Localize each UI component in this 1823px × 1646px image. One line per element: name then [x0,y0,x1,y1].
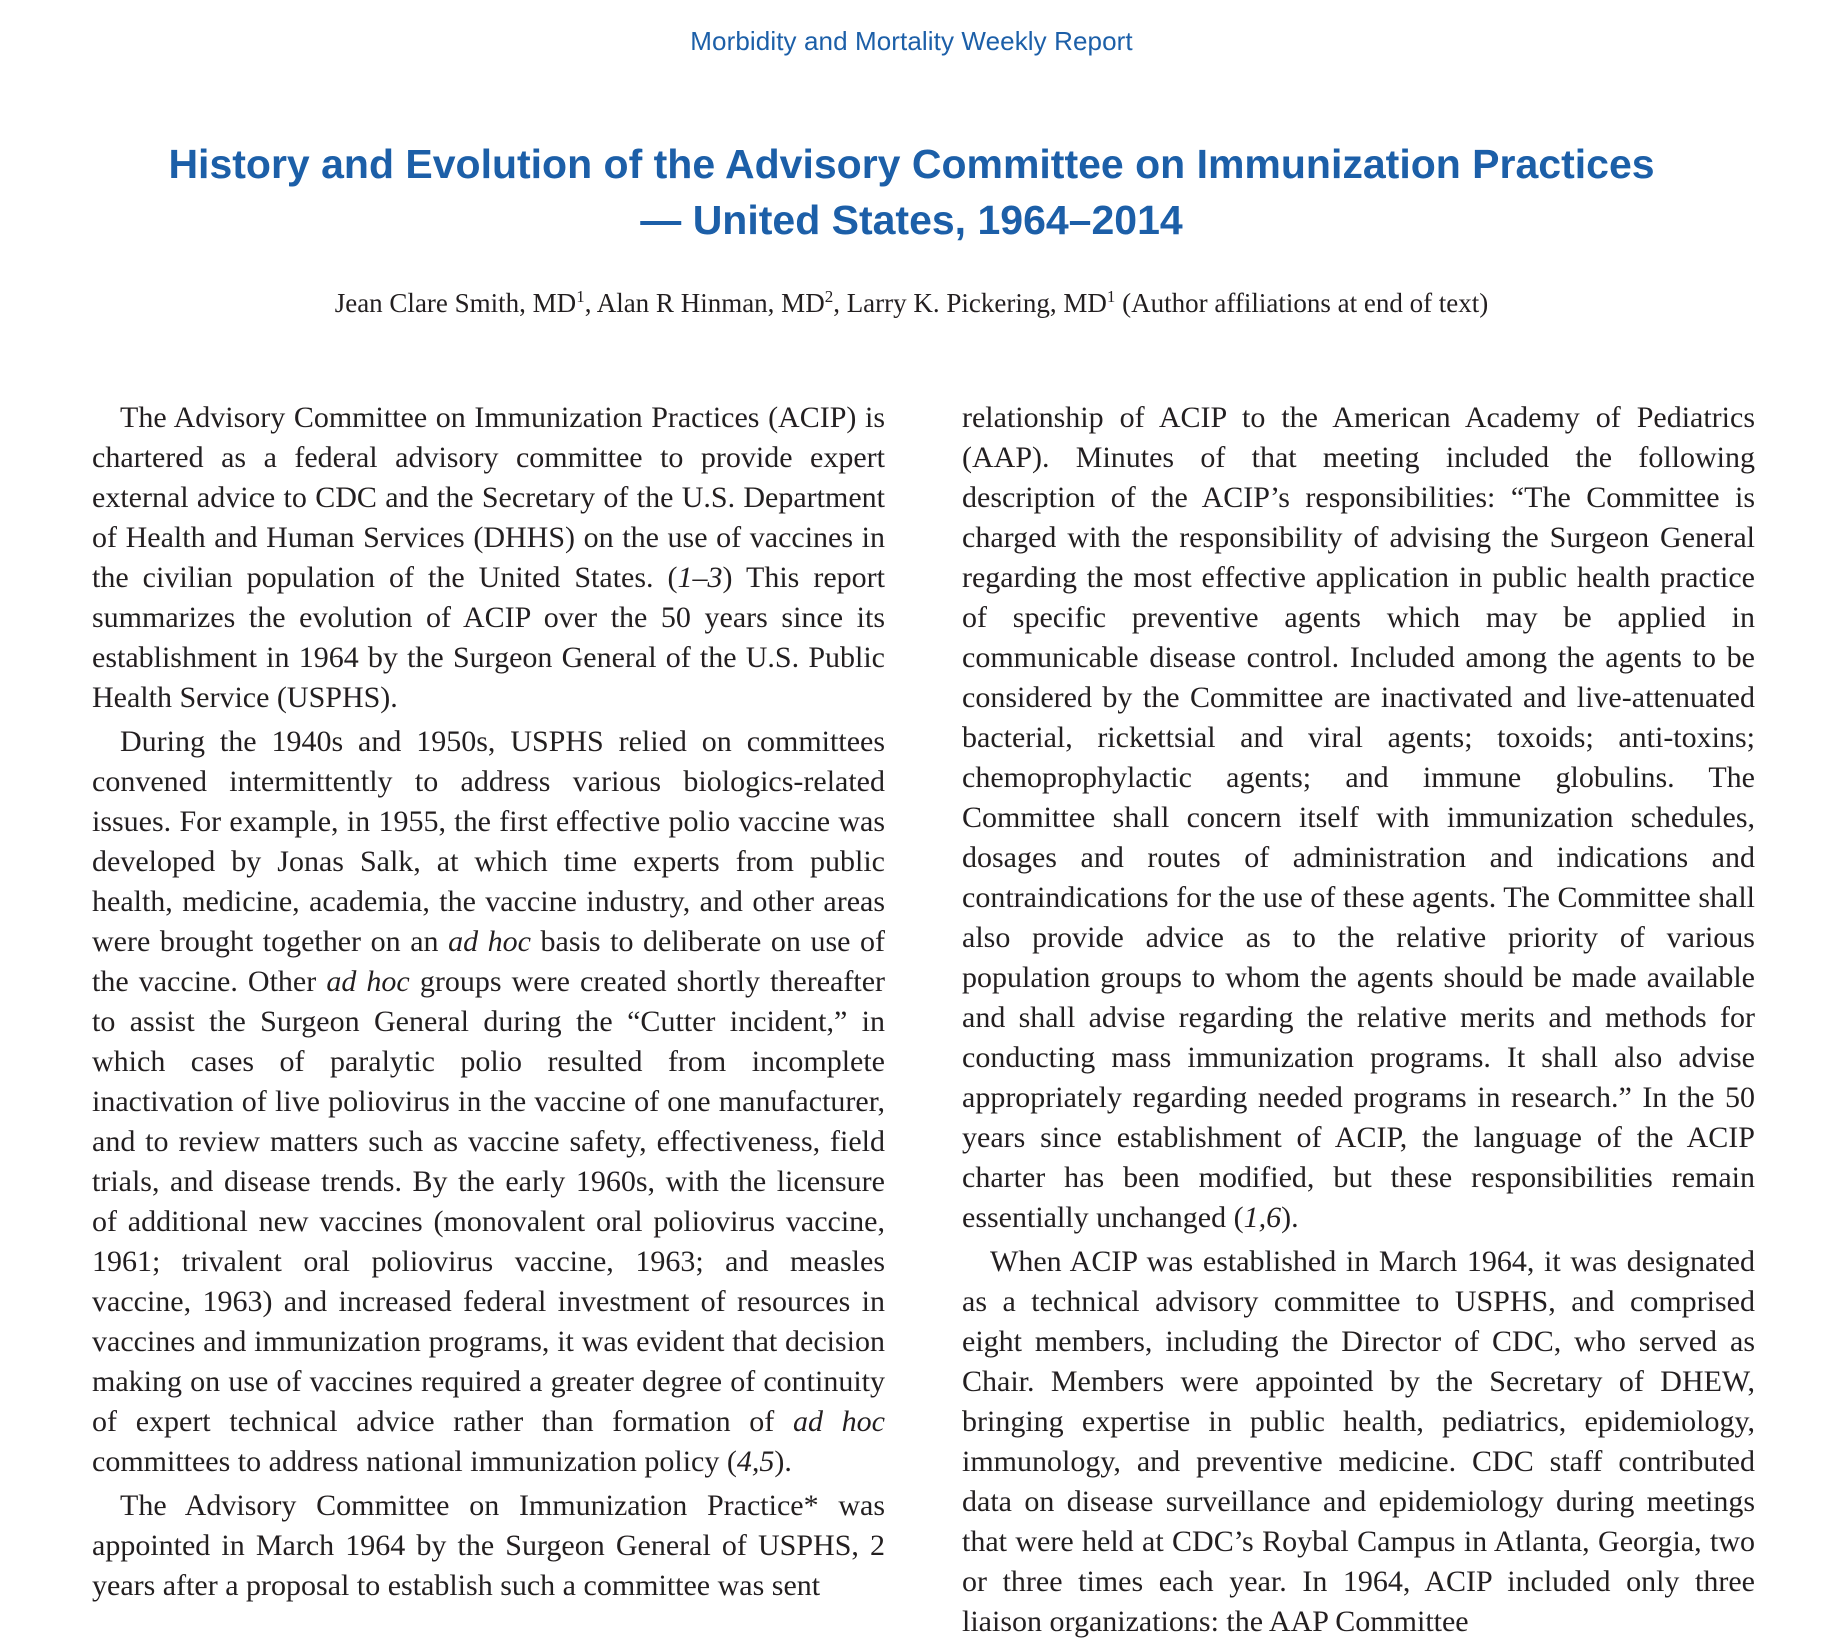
text-run: relationship of ACIP to the American Academy of Pediatrics (AAP). Minutes of that meeting included the following description of the ACIP’s responsibilities: “The Committee is charged with the responsibility of advising the Surgeon General regarding the most effective application in public health practice of specific preventive agents which may be applied in communicable disease control. Included among the agents to be considered by the Committee are inactivated and live-attenuated bacterial, rickettsial and viral agents; toxoids; anti-toxins; chemoprophylactic agents; and immune globulins. The Committee shall concern itself with immunization schedules, dosages and routes of administration and indications and contraindications for the use of these agents. The Committee shall also provide advice as to the relative priority of various population groups to whom the agents should be made available and shall advise regarding the relative merits and methods for conducting mass immunization programs. It shall also advise appropriately regarding needed programs in research.” In the 50 years since establishment of ACIP, the language of the ACIP charter has been modified, but these responsibilities remain essentially unchanged ( [962,401,1755,1234]
italic-term: ad hoc [448,925,531,958]
author-name: Larry K. Pickering, MD [846,288,1107,318]
text-run: ). [1281,1201,1299,1234]
paragraph: The Advisory Committee on Immunization Practice* was appointed in March 1964 by the Surgeon General of USPHS, 2 years after a proposal to establish such a committee was sent [92,1489,885,1602]
article-title [60,136,1763,248]
author-affiliation-mark: 2 [824,287,834,306]
text-run: basis to deliberate on use of the vaccine. Other [92,925,885,998]
running-header: Morbidity and Mortality Weekly Report [690,26,1133,56]
author-name: Jean Clare Smith, MD [334,288,577,318]
paragraph: When ACIP was established in March 1964, it was designated as a technical advisory committee to USPHS, and comprised eight members, including the Director of CDC, who served as Chair. Members were appointed by the Secretary of DHEW, bringing expertise in public health, pediatrics, epidemiology, immunology, and preventive medicine. CDC staff contributed data on disease surveillance and epidemiology during meetings that were held at CDC’s Roybal Campus in Atlanta, Georgia, two or three times each year. In 1964, ACIP included only three liaison organizations: the AAP Committee [962,1245,1755,1638]
author-affiliation-mark: 1 [576,287,585,306]
italic-term: ad hoc [792,1405,885,1438]
text-run: ). [774,1445,792,1478]
paragraph [92,398,885,718]
author-affiliation-mark: 1 [1106,287,1116,306]
text-run: During the 1940s and 1950s, USPHS relied on committees convened intermittently to address various biologics-related issues. For example, in 1955, the first effective polio vaccine was developed by Jonas Salk, at which time experts from public health, medicine, academia, the vaccine industry, and other areas were brought together on an [92,725,885,958]
reference-citation: 1,6 [1243,1201,1282,1234]
text-run: The Advisory Committee on Immunization Practices (ACIP) is chartered as a federal advisory committee to provide expert external advice to CDC and the Secretary of the U.S. Department of Health and Human Services (DHHS) on the use of vaccines in the civilian population of the United States. ( [92,401,885,594]
right-column [962,398,1755,1646]
author-byline [0,288,1823,319]
author-name: Alan R Hinman, MD [596,288,825,318]
paragraph [962,398,1755,1238]
title-line-2: — United States, 1964–2014 [640,197,1183,243]
affiliation-note: (Author affiliations at end of text) [1115,288,1489,318]
author-separator: , [584,288,597,318]
left-column [92,398,885,1610]
reference-citation: 1–3 [677,561,723,594]
paragraph [92,722,885,1482]
text-run: committees to address national immunization policy ( [92,1445,737,1478]
italic-term: ad hoc [326,965,410,998]
reference-citation: 4,5 [736,1445,775,1478]
author-separator: , [833,288,847,318]
title-line-1: History and Evolution of the Advisory Committee on Immunization Practices [168,141,1655,187]
text-run: groups were created shortly thereafter to assist the Surgeon General during the “Cutter incident,” in which cases of paralytic polio resulted from incomplete inactivation of live poliovirus in the vaccine of one manufacturer, and to review matters such as vaccine safety, effectiveness, field trials, and disease trends. By the early 1960s, with the licensure of additional new vaccines (monovalent oral poliovirus vaccine, 1961; trivalent oral poliovirus vaccine, 1963; and measles vaccine, 1963) and increased federal investment of resources in vaccines and immunization programs, it was evident that decision making on use of vaccines required a greater degree of continuity of expert technical advice rather than formation of [92,965,886,1438]
text-run: ) This report summarizes the evolution of ACIP over the 50 years since its establishment in 1964 by the Surgeon General of the U.S. Public Health Service (USPHS). [92,561,885,714]
